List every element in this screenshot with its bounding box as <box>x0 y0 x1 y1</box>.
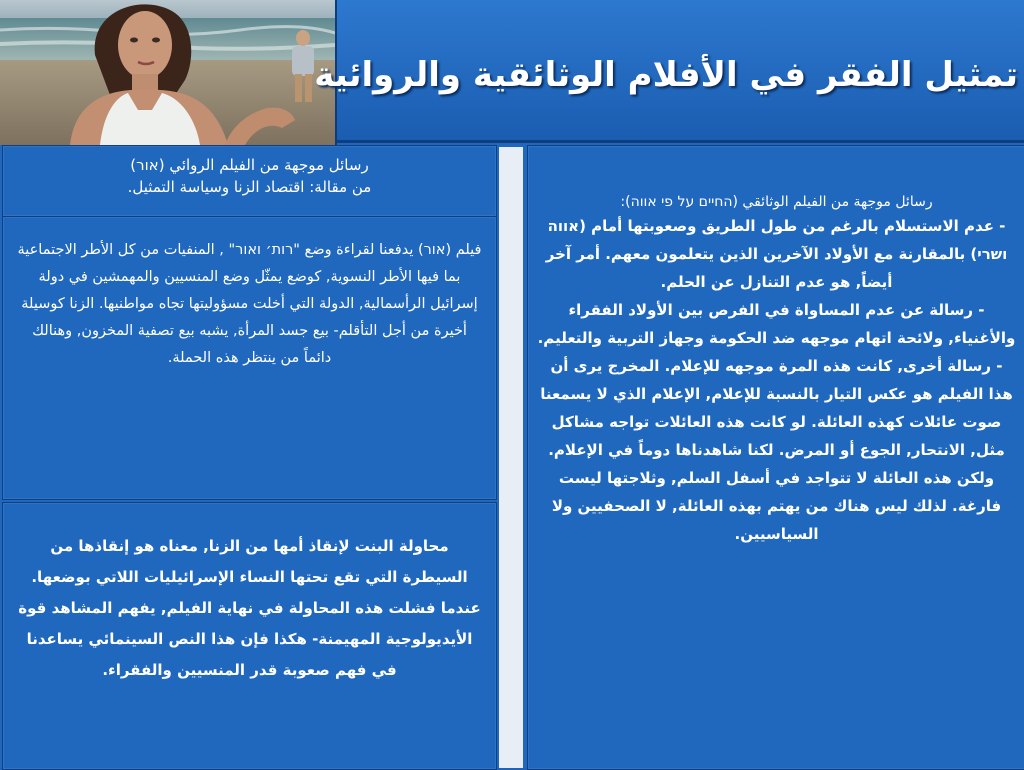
left-header-panel <box>2 145 497 217</box>
right-paragraph-2: - رسالة عن عدم المساواة في الفرص بين الأولاد الفقراء والأغنياء, ولائحة اتهام موجهه ضد الحكومة وجهاز التربية والتعليم. <box>537 301 1016 347</box>
right-paragraph-1: - عدم الاستسلام بالرغم من طول الطريق وصعوبتها أمام (אווה ושרי) بالمقارنة مع الأولاد الآخرين الذين يتعلمون معهم. أمر آخر أيضاً, هو عدم التنازل عن الحلم. <box>545 217 1008 291</box>
left-middle-panel <box>2 216 497 500</box>
left-bottom-panel <box>2 502 497 770</box>
right-panel <box>527 145 1024 770</box>
right-heading: رسائل موجهة من الفيلم الوثائقي (החיים על פי אווה): <box>620 194 933 210</box>
left-bottom-text: محاولة البنت لإنقاذ أمها من الزنا, معناه هو إنقاذها من السيطرة التي تقع تحتها النساء الإسرائيليات اللاتي بوضعها. عندما فشلت هذه المحاولة في نهاية الفيلم, يفهم المشاهد قوة الأيديولوجية المهيمنة- هكذا فإن هذا النص السينمائي يساعدنا في فهم صعوبة قدر المنسيين والفقراء. <box>18 537 481 679</box>
right-paragraph-3: - رسالة أخرى, كانت هذه المرة موجهه للإعلام. المخرج يرى أن هذا الفيلم هو عكس التيار بالنسبة للإعلام, الإعلام الذي لا يسمعنا صوت عائلات كهذه العائلة. لو كانت هذه العائلات تواجه مشاكل مثل, الانتحار, الجوع أو المرض. لكنا شاهدناها دوماً في الإعلام. ولكن هذه العائلة لا تتواجد في أسفل السلم, وثلاجتها ليست فارغة. لذلك ليس هناك من يهتم بهذه العائلة, لا الصحفيين ولا السياسيين. <box>540 357 1013 543</box>
photo-woman-at-beach-icon <box>0 0 337 145</box>
left-middle-text: فيلم (אור) يدفعنا لقراءة وضع "רות׳ ואור" , المنفيات من كل الأطر الاجتماعية بما فيها الأطر النسوية, كوضع يمثّل وضع المنسيين والمهمشين في دولة إسرائيل الرأسمالية, الدولة التي أخلت مسؤوليتها تجاه مواطنيها. الزنا كوسيلة أخيرة من أجل التأقلم- بيع جسد المرأة, يشبه بيع تصفية المخزون, وهنالك دائماً من ينتظر هذه الحملة. <box>17 242 482 366</box>
slide-title: تمثيل الفقر في الأفلام الوثائقية والروائية <box>314 55 1018 95</box>
left-header-line2: من مقالة: اقتصاد الزنا وسياسة التمثيل. <box>127 178 372 196</box>
left-header-line1: رسائل موجهة من الفيلم الروائي (אור) <box>130 156 369 174</box>
column-divider <box>499 147 523 768</box>
